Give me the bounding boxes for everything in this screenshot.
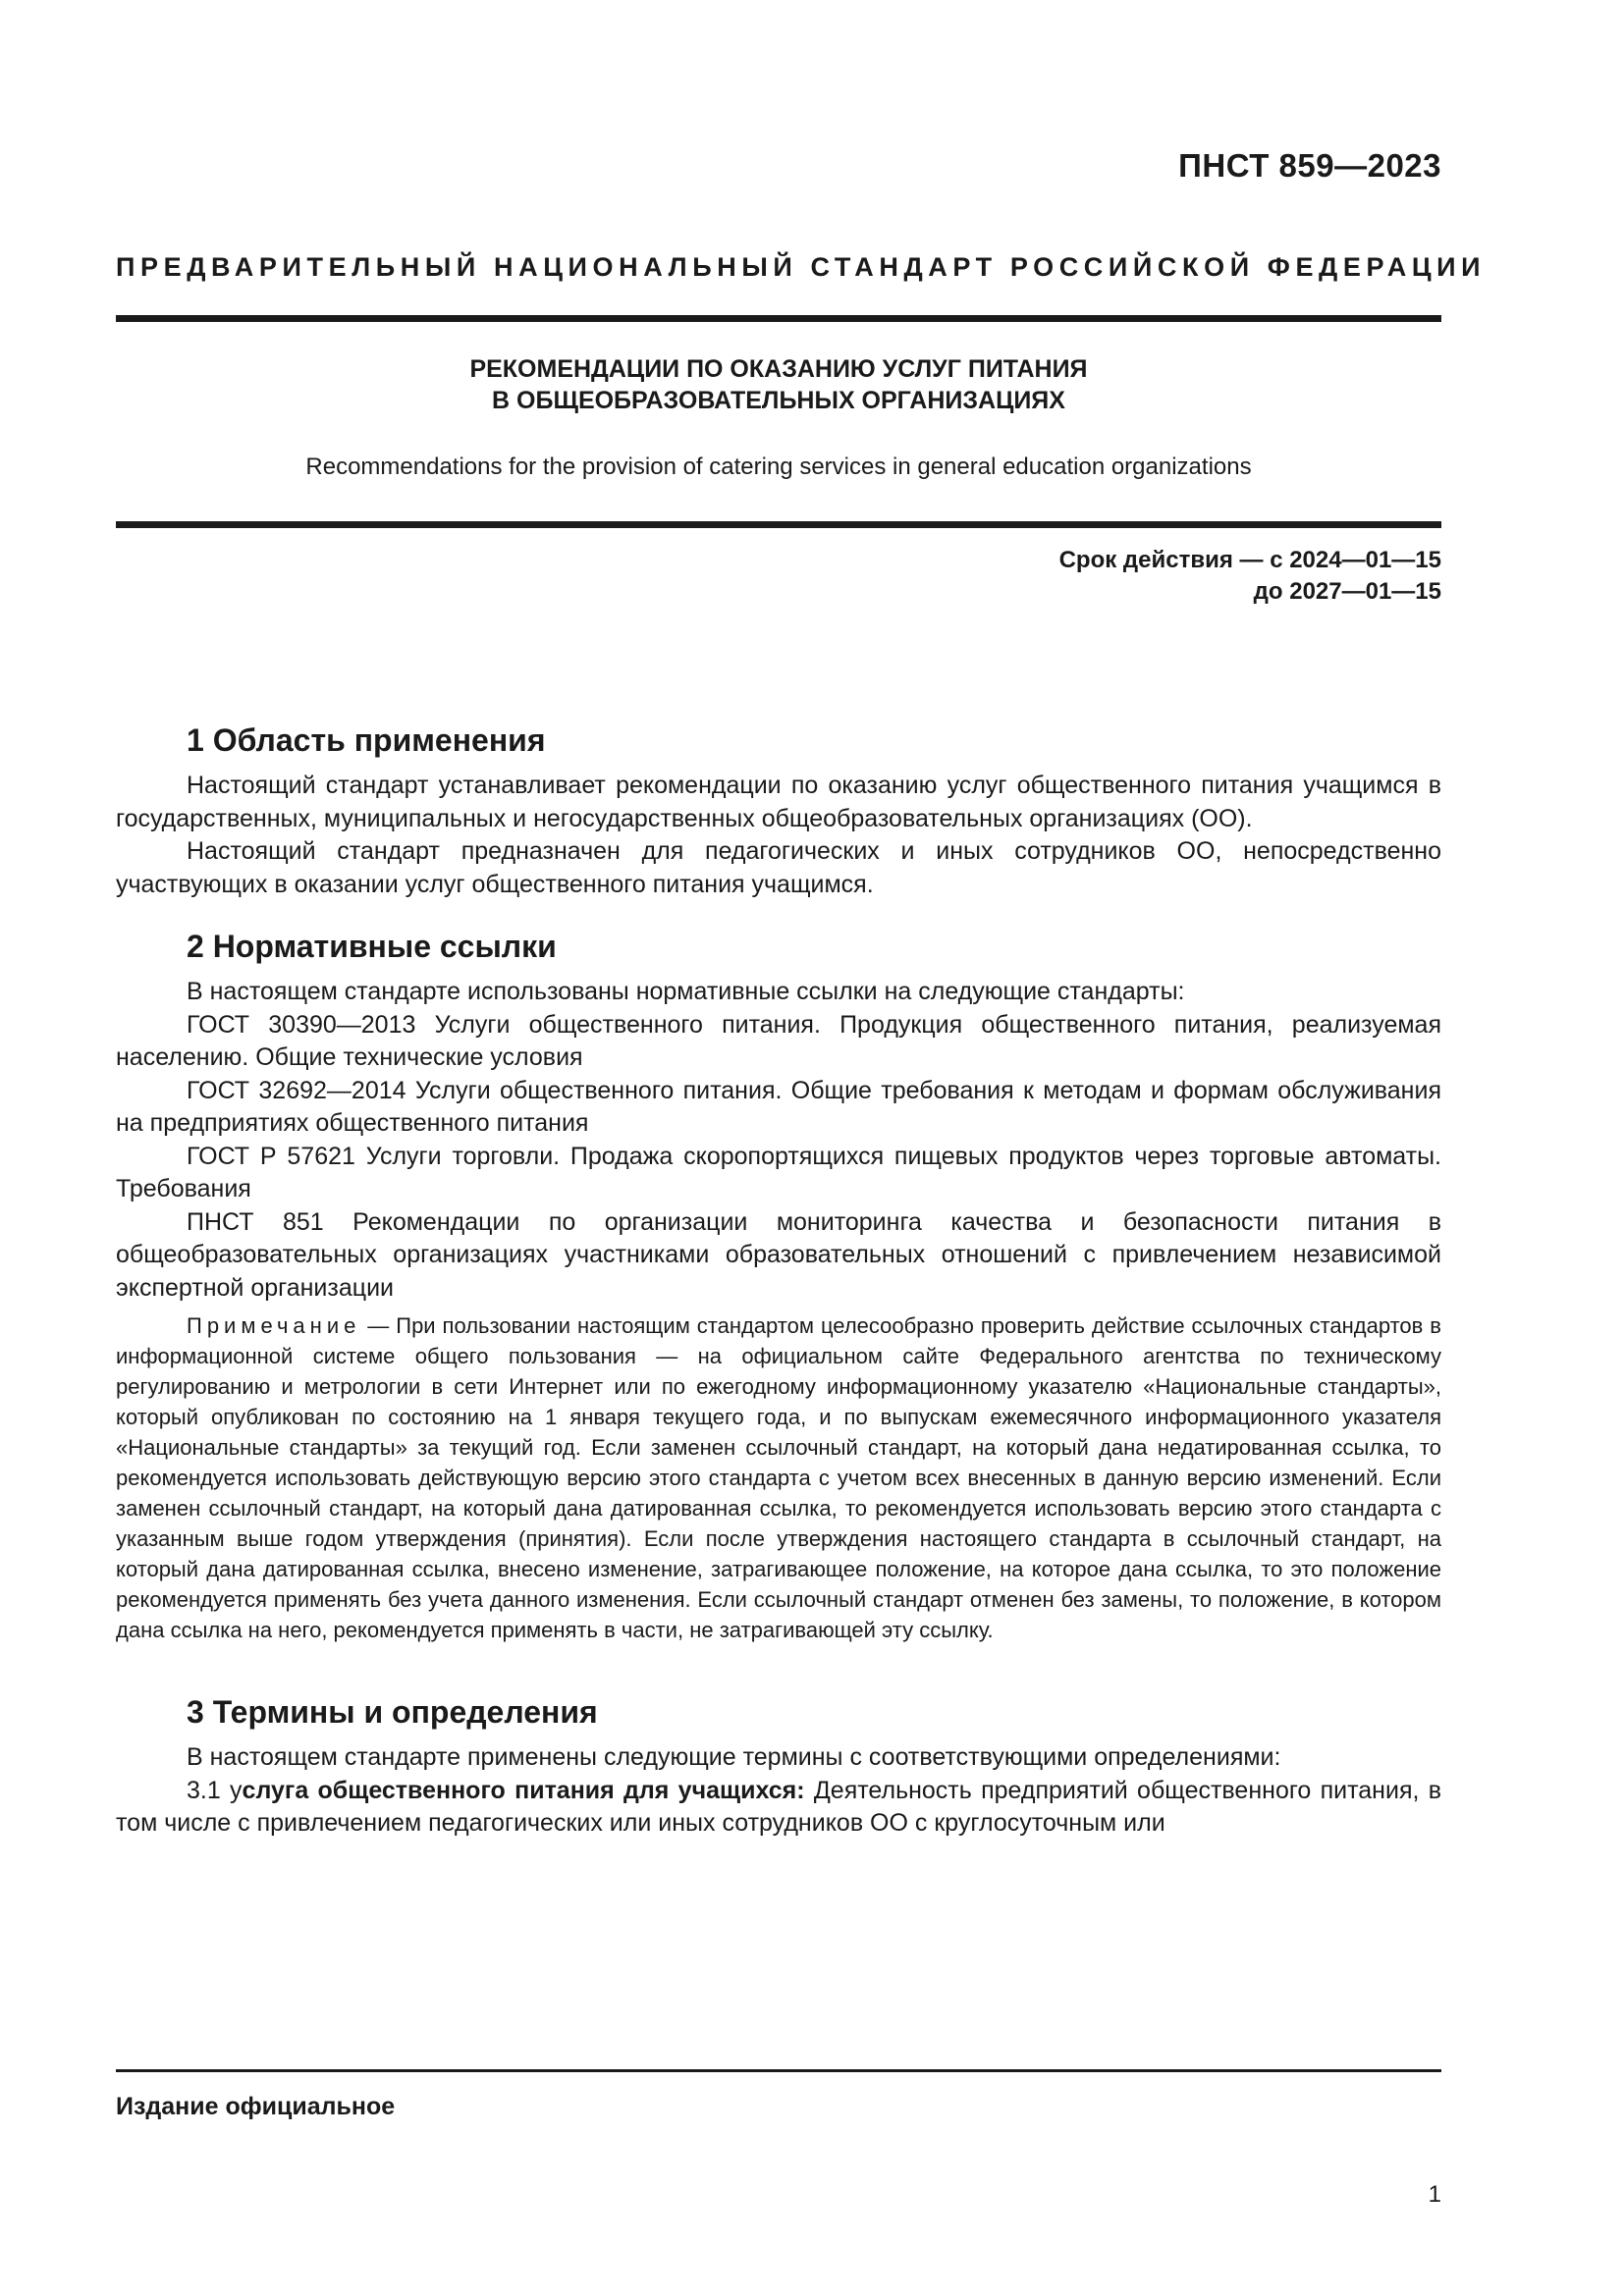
term-name: слуга общественного питания для учащихся: — [242, 1776, 805, 1804]
section-3-heading: 3 Термины и определения — [187, 1694, 598, 1730]
references-note — [116, 1310, 1441, 1645]
reference-item: ПНСТ 851 Рекомендации по организации мониторинга качества и безопасности питания в общеобразовательных организациях участниками образовательных отношений с привлечением независимой экспертной организации — [116, 1207, 1441, 1302]
footer-rule — [116, 2069, 1441, 2072]
english-title: Recommendations for the provision of catering services in general education organizations — [305, 454, 1252, 480]
validity-period — [1059, 545, 1441, 608]
note-label: Примечание — [187, 1313, 361, 1338]
validity-end: до 2027—01—15 — [1253, 578, 1441, 605]
top-rule — [116, 315, 1441, 322]
document-body — [116, 717, 1441, 1841]
validity-start: Срок действия — с 2024—01—15 — [1058, 547, 1441, 573]
document-title — [116, 353, 1441, 416]
section-3-intro: В настоящем стандарте применены следующие термины с соответствующими определениями: — [187, 1743, 1281, 1771]
term-definition: Деятельность предприятий общественного питания, в том числе с привлечением педагогических или иных сотрудников ОО с круглосуточным или — [116, 1776, 1442, 1837]
title-rule — [116, 521, 1441, 528]
official-edition-label: Издание официальное — [116, 2093, 396, 2120]
note-text: — При пользовании настоящим стандартом целесообразно проверить действие ссылочных стандартов в информационной системе общего пользования — на официальном сайте Федерального агентства по техническому регулированию и метрологии в сети Интернет или по ежегодному информационному указателю «Национальные стандарты», который опубликован по состоянию на 1 января текущего года, и по выпускам ежемесячного информационного указателя «Национальные стандарты» за текущий год. Если заменен ссылочный стандарт, на который дана недатированная ссылка, то рекомендуется использовать действующую версию этого стандарта с учетом всех внесенных в данную версию изменений. Если заменен ссылочный стандарт, на который дана датированная ссылка, то рекомендуется использовать версию этого стандарта с указанным выше годом утверждения (принятия). Если после утверждения настоящего стандарта в ссылочный стандарт, на который дана датированная ссылка, внесено изменение, затрагивающее положение, на которое дана ссылка, то это положение рекомендуется применять без учета данного изменения. Если ссылочный стандарт отменен без замены, то положение, в котором дана ссылка на него, рекомендуется применять в части, не затрагивающей эту ссылку. — [116, 1313, 1441, 1642]
section-1-heading: 1 Область применения — [187, 722, 546, 758]
section-2-heading: 2 Нормативные ссылки — [187, 929, 557, 964]
term-number: 3.1 у — [187, 1776, 243, 1804]
title-line-2: В ОБЩЕОБРАЗОВАТЕЛЬНЫХ ОРГАНИЗАЦИЯХ — [492, 387, 1065, 414]
document-page — [116, 0, 1487, 2296]
section-1-paragraph-2: Настоящий стандарт предназначен для педагогических и иных сотрудников ОО, непосредственно участвующих в оказании услуг общественного питания учащимся. — [116, 837, 1441, 898]
title-line-1: РЕКОМЕНДАЦИИ ПО ОКАЗАНИЮ УСЛУГ ПИТАНИЯ — [469, 355, 1088, 383]
term-3-1 — [116, 1775, 1441, 1841]
document-type-line: ПРЕДВАРИТЕЛЬНЫЙ НАЦИОНАЛЬНЫЙ СТАНДАРТ РОССИЙСКОЙ ФЕДЕРАЦИИ — [116, 252, 1487, 282]
page-number: 1 — [1428, 2181, 1441, 2208]
section-2-intro: В настоящем стандарте использованы нормативные ссылки на следующие стандарты: — [187, 978, 1185, 1005]
section-1-paragraph-1: Настоящий стандарт устанавливает рекомендации по оказанию услуг общественного питания учащимся в государственных, муниципальных и негосударственных общеобразовательных организациях (ОО). — [116, 772, 1441, 832]
standard-designation: ПНСТ 859—2023 — [1178, 147, 1441, 184]
reference-item: ГОСТ 30390—2013 Услуги общественного питания. Продукция общественного питания, реализуемая населению. Общие технические условия — [116, 1010, 1441, 1071]
reference-item: ГОСТ Р 57621 Услуги торговли. Продажа скоропортящихся пищевых продуктов через торговые автоматы. Требования — [116, 1142, 1441, 1202]
reference-item: ГОСТ 32692—2014 Услуги общественного питания. Общие требования к методам и формам обслуживания на предприятиях общественного питания — [116, 1076, 1441, 1137]
